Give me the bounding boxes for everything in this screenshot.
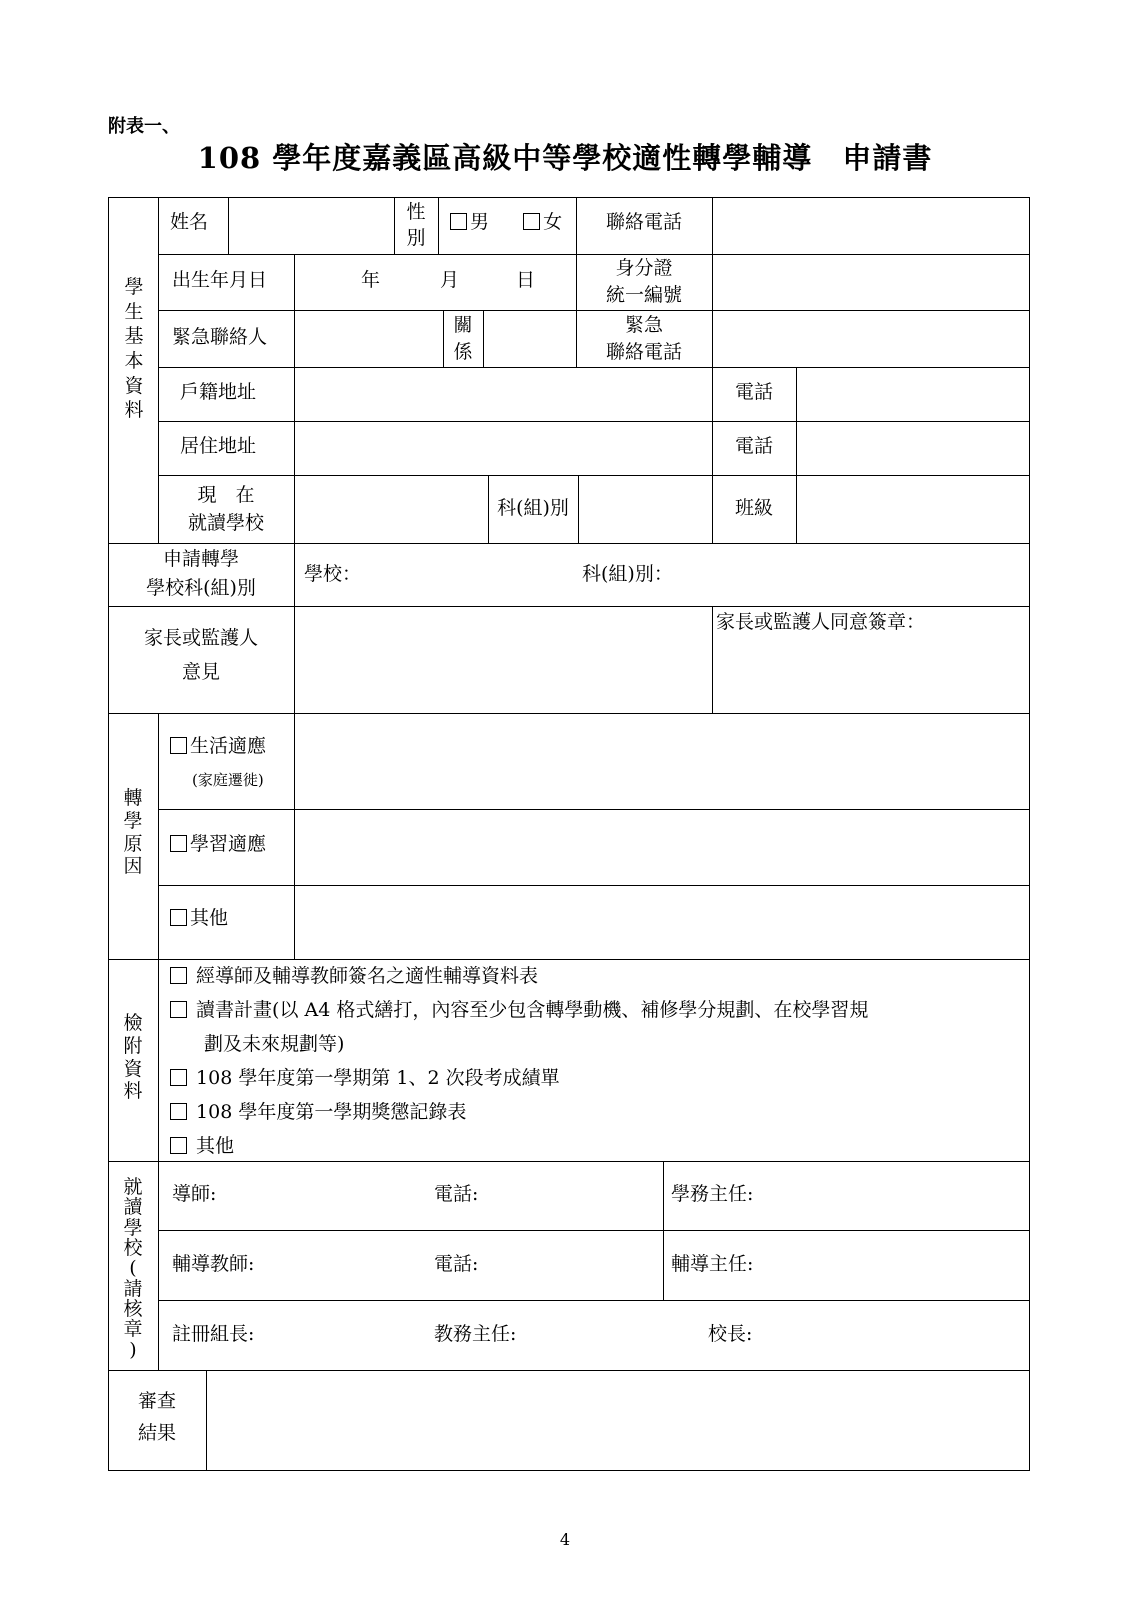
table-rule (158, 1230, 1030, 1231)
table-rule (228, 197, 229, 254)
attachment-checkbox-5[interactable] (170, 1137, 187, 1154)
counseling-director-label: 輔導主任: (671, 1253, 754, 1275)
household-tel-label: 電話 (734, 381, 773, 403)
table-rule (108, 543, 1030, 544)
counselor-label: 輔導教師: (172, 1253, 255, 1275)
title-suffix: 申請書 (842, 141, 933, 175)
table-rule (158, 310, 1030, 311)
table-rule (796, 367, 797, 543)
reason-other-input[interactable] (296, 887, 1028, 957)
guardian-opinion-label: 家長或監護人 意見 (143, 627, 258, 683)
table-rule (158, 1161, 159, 1370)
name-label: 姓名 (170, 211, 209, 233)
residence-address-label: 居住地址 (180, 435, 257, 457)
class-input[interactable] (798, 477, 1028, 541)
table-rule (158, 475, 1030, 476)
gender-label: 性 別 (406, 201, 426, 249)
emergency-phone-input[interactable] (714, 312, 1028, 365)
principal-label: 校長: (708, 1323, 753, 1345)
target-school-input[interactable] (368, 547, 578, 603)
phone-label: 聯絡電話 (605, 211, 682, 233)
name-input[interactable] (230, 199, 392, 252)
review-result-input[interactable] (208, 1372, 1028, 1469)
reason-learning-checkbox[interactable] (170, 835, 187, 852)
male-label: 男 (470, 211, 490, 233)
application-form (108, 197, 1030, 1471)
birth-day: 日 (516, 269, 536, 291)
class-label: 班級 (734, 497, 773, 519)
reason-life-input[interactable] (296, 715, 1028, 807)
table-rule (108, 1370, 1030, 1371)
attachment-checkbox-2[interactable] (170, 1001, 187, 1018)
birth-label: 出生年月日 (172, 269, 268, 291)
phone-input[interactable] (714, 199, 1028, 252)
page-number: 4 (559, 1530, 571, 1549)
emergency-phone-label: 緊急 聯絡電話 (605, 314, 682, 363)
guardian-signature-area[interactable] (714, 643, 1028, 711)
id-input[interactable] (714, 256, 1028, 309)
female-checkbox[interactable] (523, 213, 540, 230)
attachment-item: 經導師及輔導教師簽名之適性輔導資料表 (170, 959, 1020, 993)
academic-director-label: 教務主任: (434, 1323, 517, 1345)
table-rule (158, 713, 159, 959)
table-rule (663, 1161, 664, 1300)
guardian-signature-label: 家長或監護人同意簽章： (716, 611, 926, 633)
student-affairs-director-label: 學務主任: (671, 1183, 754, 1205)
table-rule (712, 606, 713, 713)
attachment-checkbox-1[interactable] (170, 967, 187, 984)
emergency-contact-label: 緊急聯絡人 (172, 326, 268, 348)
residence-tel-label: 電話 (734, 435, 773, 457)
table-rule (108, 713, 1030, 714)
table-rule (206, 1370, 207, 1471)
table-rule (712, 197, 713, 367)
attachment-list (170, 959, 1020, 1163)
attachment-item: 讀書計畫(以 A4 格式繕打，內容至少包含轉學動機、補修學分規劃、在校學習規 (170, 993, 1020, 1027)
guardian-opinion-input[interactable] (296, 608, 710, 711)
birth-month: 月 (440, 269, 460, 291)
reason-life (170, 733, 266, 761)
table-rule (438, 197, 439, 254)
table-rule (158, 809, 1030, 810)
attachment-checkbox-3[interactable] (170, 1069, 187, 1086)
relation-input[interactable] (485, 312, 575, 365)
relation-label: 關 係 (453, 314, 473, 363)
transfer-target-label: 申請轉學 學校科(組)別 (146, 548, 256, 599)
school-seal-section-label: 就 讀 學 校 ( 請 核 章 ) (123, 1176, 143, 1361)
id-label: 身分證 統一編號 (605, 257, 682, 306)
reason-other (170, 905, 228, 933)
teacher-phone-label: 電話: (434, 1183, 479, 1205)
residence-address-input[interactable] (296, 423, 710, 473)
attachment-item: 108 學年度第一學期第 1、2 次段考成績單 (170, 1061, 1020, 1095)
registration-head-label: 註冊組長: (172, 1323, 255, 1345)
gender-options (450, 209, 562, 237)
attachment-item-continued: 劃及未來規劃等) (204, 1033, 345, 1055)
birth-year: 年 (361, 269, 381, 291)
household-address-input[interactable] (296, 369, 710, 419)
table-rule (158, 367, 1030, 368)
review-result-label: 審查 結果 (137, 1390, 176, 1444)
reason-learning (170, 831, 266, 859)
table-rule (158, 959, 159, 1161)
attachment-checkbox-4[interactable] (170, 1103, 187, 1120)
table-rule (294, 713, 295, 959)
target-school-label: 學校： (304, 563, 362, 585)
target-department-label: 科(組)別： (582, 563, 673, 585)
target-department-input[interactable] (678, 547, 1026, 603)
table-rule (578, 475, 579, 543)
attachment-item: 其他 (170, 1129, 1020, 1163)
reason-life-label: 生活適應 (190, 735, 267, 757)
title-main: 108 學年度嘉義區高級中等學校適性轉學輔導 (197, 141, 813, 175)
emergency-contact-input[interactable] (296, 312, 442, 365)
reason-other-label: 其他 (190, 907, 229, 929)
reason-life-checkbox[interactable] (170, 737, 187, 754)
reason-other-checkbox[interactable] (170, 909, 187, 926)
table-rule (108, 606, 1030, 607)
household-address-label: 戶籍地址 (180, 381, 257, 403)
table-rule (158, 421, 1030, 422)
current-school-label: 現 在 就讀學校 (187, 484, 264, 534)
table-rule (158, 1300, 1030, 1301)
household-tel-input[interactable] (798, 369, 1028, 419)
current-department-label: 科(組)別 (497, 497, 569, 519)
reasons-section-label: 轉 學 原 因 (123, 787, 143, 878)
table-rule (483, 310, 484, 367)
teacher-label: 導師: (172, 1183, 217, 1205)
female-label: 女 (543, 211, 563, 233)
reason-life-note: (家庭遷徙) (192, 771, 264, 789)
reason-learning-label: 學習適應 (190, 833, 267, 855)
page-title (0, 136, 1130, 177)
current-school-input[interactable] (296, 477, 486, 541)
table-rule (294, 254, 295, 543)
male-checkbox[interactable] (450, 213, 467, 230)
residence-tel-input[interactable] (798, 423, 1028, 473)
reason-learning-input[interactable] (296, 811, 1028, 883)
table-rule (158, 885, 1030, 886)
counselor-phone-label: 電話: (434, 1253, 479, 1275)
attachment-label: 附表一、 (108, 116, 180, 137)
student-info-section-label: 學 生 基 本 資 料 (124, 276, 144, 422)
attachment-item: 108 學年度第一學期獎懲記錄表 (170, 1095, 1020, 1129)
attachments-section-label: 檢 附 資 料 (123, 1012, 143, 1103)
table-rule (294, 543, 295, 713)
current-department-input[interactable] (580, 477, 710, 541)
